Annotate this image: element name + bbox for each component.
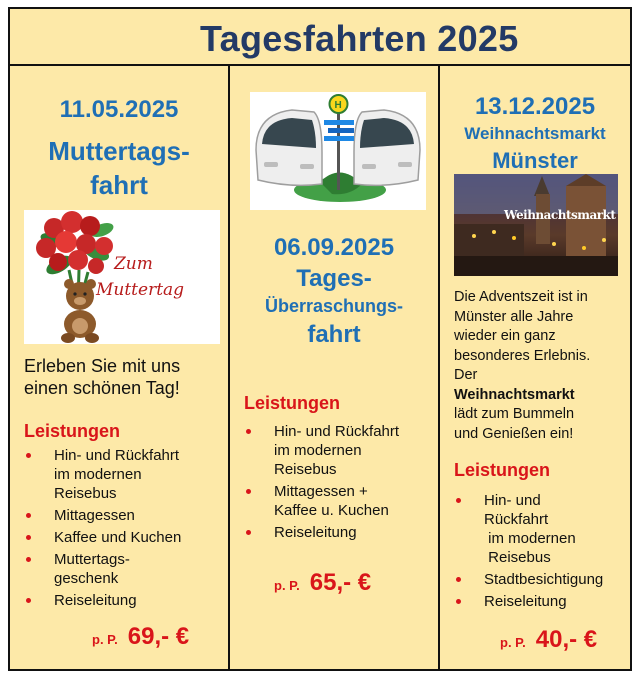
intro-line1: Erleben Sie mit uns	[24, 356, 181, 376]
price-prefix: p. P.	[274, 578, 300, 593]
trip-name-line2: fahrt	[90, 170, 148, 200]
trip-name-line1: Muttertags-	[48, 136, 190, 166]
price	[274, 569, 371, 597]
trip-card-ueberraschung	[228, 64, 440, 671]
service-item: Mittagessen	[24, 506, 224, 525]
trip-date: 11.05.2025	[59, 96, 179, 123]
services-list	[454, 491, 630, 614]
price-amount: 69,- €	[127, 623, 190, 650]
image-caption-line1: Zum	[114, 254, 153, 274]
trip-name-line1: Weihnachtsmarkt	[464, 124, 606, 143]
services-list	[24, 446, 224, 613]
service-item: Reiseleitung	[454, 592, 630, 611]
service-item: Reiseleitung	[24, 591, 224, 610]
market-sign: Weihnachtsmarkt	[504, 208, 616, 222]
price-amount: 40,- €	[535, 626, 598, 653]
service-item: Muttertags- geschenk	[24, 550, 224, 588]
service-item: Hin- und Rückfahrt im modernen Reisebus	[244, 422, 438, 479]
service-item: Hin- und Rückfahrt im modernen Reisebus	[454, 491, 630, 567]
services-heading: Leistungen	[454, 460, 551, 480]
christmas-market-photo	[454, 174, 618, 276]
price-prefix: p. P.	[92, 632, 118, 647]
services-list	[244, 422, 438, 545]
trip-name-line2: Münster	[492, 148, 578, 173]
trip-name-line2: Überraschungs-	[264, 296, 404, 316]
service-item: Hin- und Rückfahrt im modernen Reisebus	[24, 446, 224, 503]
trip-date: 13.12.2025	[474, 93, 596, 120]
price-prefix: p. P.	[500, 635, 526, 650]
services-heading: Leistungen	[244, 393, 341, 413]
service-item: Kaffee und Kuchen	[24, 528, 224, 547]
service-item: Mittagessen + Kaffee u. Kuchen	[244, 482, 438, 520]
trip-card-weihnachtsmarkt	[438, 64, 632, 671]
intro-line2: einen schönen Tag!	[24, 378, 180, 398]
two-buses-signpost-icon	[250, 92, 426, 210]
trip-date: 06.09.2025	[273, 234, 395, 261]
price	[500, 626, 597, 654]
rose-bouquet-teddy-bear-icon	[24, 210, 220, 344]
services-heading: Leistungen	[24, 421, 121, 441]
description: Die Adventszeit ist in Münster alle Jahre wieder ein ganz besonderes Erlebnis. Der Weihnachtsmarkt lädt zum Bummeln und Genießen ein!	[454, 289, 591, 442]
price-amount: 65,- €	[309, 569, 372, 596]
page-title: Tagesfahrten 2025	[200, 18, 519, 59]
trip-name-line1: Tages-	[296, 265, 372, 292]
service-item: Stadtbesichtigung	[454, 570, 630, 589]
image-caption-line2: Muttertag	[96, 280, 185, 300]
price	[92, 623, 189, 651]
trip-card-muttertag	[8, 64, 230, 671]
svg-text:H: H	[334, 100, 342, 111]
trip-name-line3: fahrt	[307, 321, 361, 348]
service-item: Reiseleitung	[244, 523, 438, 542]
